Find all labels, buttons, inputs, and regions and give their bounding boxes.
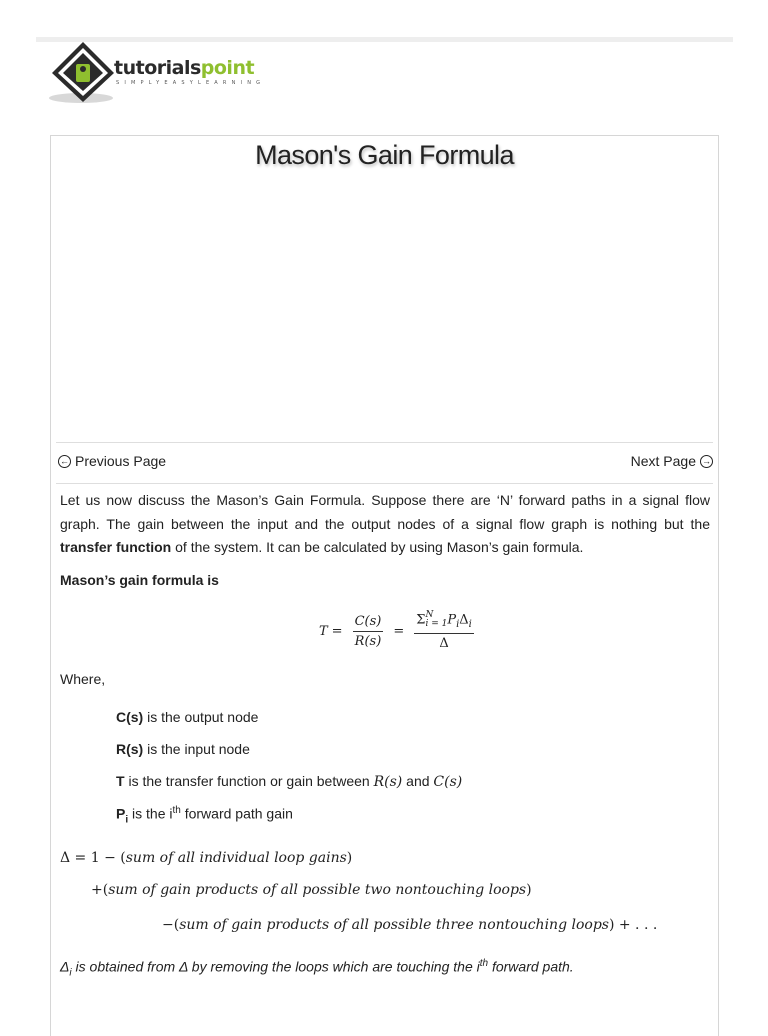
intro-paragraph xyxy=(60,489,710,560)
definition-text: is the output node xyxy=(143,709,259,725)
intro-text-b: of the system. It can be calculated by using Mason’s gain formula. xyxy=(171,539,584,555)
definition-term: P xyxy=(116,805,126,822)
formula-equals-1: = xyxy=(331,623,343,639)
definition-text: is the input node xyxy=(143,741,250,757)
page-title: Mason's Gain Formula xyxy=(255,140,514,170)
formula-p-sub: i xyxy=(456,619,460,631)
last-sup: th xyxy=(479,958,489,969)
page-navigation xyxy=(56,442,713,484)
formula-sum-lower: i = 1 xyxy=(425,619,448,630)
formula-numerator-1: C(s) xyxy=(353,614,384,632)
formula-lhs: T xyxy=(319,623,328,639)
previous-page-label: Previous Page xyxy=(75,453,167,469)
masons-gain-formula xyxy=(319,606,480,656)
formula-sum-limits xyxy=(425,611,447,629)
delta-equation-line-1 xyxy=(60,850,352,866)
delta-line-2-b: sum of gain products of all possible two nontouching loops xyxy=(108,882,527,898)
definition-term-sub: i xyxy=(125,814,129,826)
last-delta: Δ xyxy=(60,958,70,975)
where-label: Where, xyxy=(60,671,106,687)
delta-line-2-a: +( xyxy=(91,882,109,898)
arrow-left-circle-icon: ← xyxy=(60,455,69,466)
intro-text-a: Let us now discuss the Mason’s Gain Formula. Suppose there are ‘N’ forward paths in a signal flow graph. The gain between the input and the output nodes of a signal flow graph is nothing but the xyxy=(60,492,710,532)
last-text-b: is obtained from Δ by removing the loops which are touching the i xyxy=(71,958,480,975)
definition-math-cs: C(s) xyxy=(433,774,463,790)
delta-line-1-b: sum of all individual loop gains xyxy=(125,850,347,866)
arrow-right-circle-icon: → xyxy=(702,455,711,466)
intro-bold-term: transfer function xyxy=(60,539,172,555)
logo-word-tutorials: tutorials xyxy=(114,57,201,79)
next-page-label: Next Page xyxy=(630,453,696,469)
definition-text-a: is the i xyxy=(128,805,173,822)
formula-equals-2: = xyxy=(393,623,405,639)
definition-term: C(s) xyxy=(116,709,144,725)
delta-line-2-c: ) xyxy=(526,882,532,898)
definition-forward-path-gain xyxy=(116,805,293,825)
article-content xyxy=(50,135,719,1036)
formula-sum-upper: N xyxy=(425,610,434,621)
definition-and: and xyxy=(402,773,434,789)
formula-sum-symbol: Σ xyxy=(416,612,426,628)
delta-line-3-c: ) + . . . xyxy=(608,917,658,933)
formula-denominator-1: R(s) xyxy=(354,633,382,649)
logo-word-point: point xyxy=(200,57,255,79)
delta-equation-line-2 xyxy=(91,882,532,898)
delta-equation-line-3 xyxy=(162,917,657,933)
delta-line-1-c: ) xyxy=(346,850,353,866)
delta-line-3-a: −( xyxy=(162,917,180,933)
last-text-c: forward path. xyxy=(488,958,574,975)
formula-p-term: P xyxy=(447,612,457,628)
formula-fraction-1 xyxy=(353,614,384,649)
logo-tagline: SIMPLYEASYLEARNING xyxy=(116,80,266,86)
tutorialspoint-logo[interactable] xyxy=(48,40,278,106)
definition-term: R(s) xyxy=(116,741,144,757)
last-delta-sub: i xyxy=(69,967,72,979)
formula-denominator-2: Δ xyxy=(439,635,449,651)
definition-output-node xyxy=(116,709,258,725)
delta-line-1-a: Δ = 1 − ( xyxy=(60,850,126,866)
definition-term: T xyxy=(116,773,125,789)
formula-delta-sub: i xyxy=(468,619,472,631)
previous-page-link[interactable] xyxy=(58,453,166,469)
definition-math-rs: R(s) xyxy=(373,774,403,790)
definition-transfer-function xyxy=(116,773,462,790)
definition-text: is the transfer function or gain between xyxy=(124,773,374,789)
definition-input-node xyxy=(116,741,250,757)
delta-line-3-b: sum of gain products of all possible three nontouching loops xyxy=(179,917,609,933)
delta-i-explanation xyxy=(60,958,574,978)
formula-delta-term: Δ xyxy=(459,612,469,628)
logo-diamond-icon xyxy=(48,40,118,106)
definition-sup: th xyxy=(172,805,181,816)
definition-text-b: forward path gain xyxy=(180,805,293,822)
logo-wordmark xyxy=(114,57,254,79)
next-page-link[interactable] xyxy=(631,453,713,469)
formula-fraction-2 xyxy=(414,611,474,650)
formula-numerator-2 xyxy=(414,611,474,633)
formula-heading: Mason’s gain formula is xyxy=(60,572,219,588)
